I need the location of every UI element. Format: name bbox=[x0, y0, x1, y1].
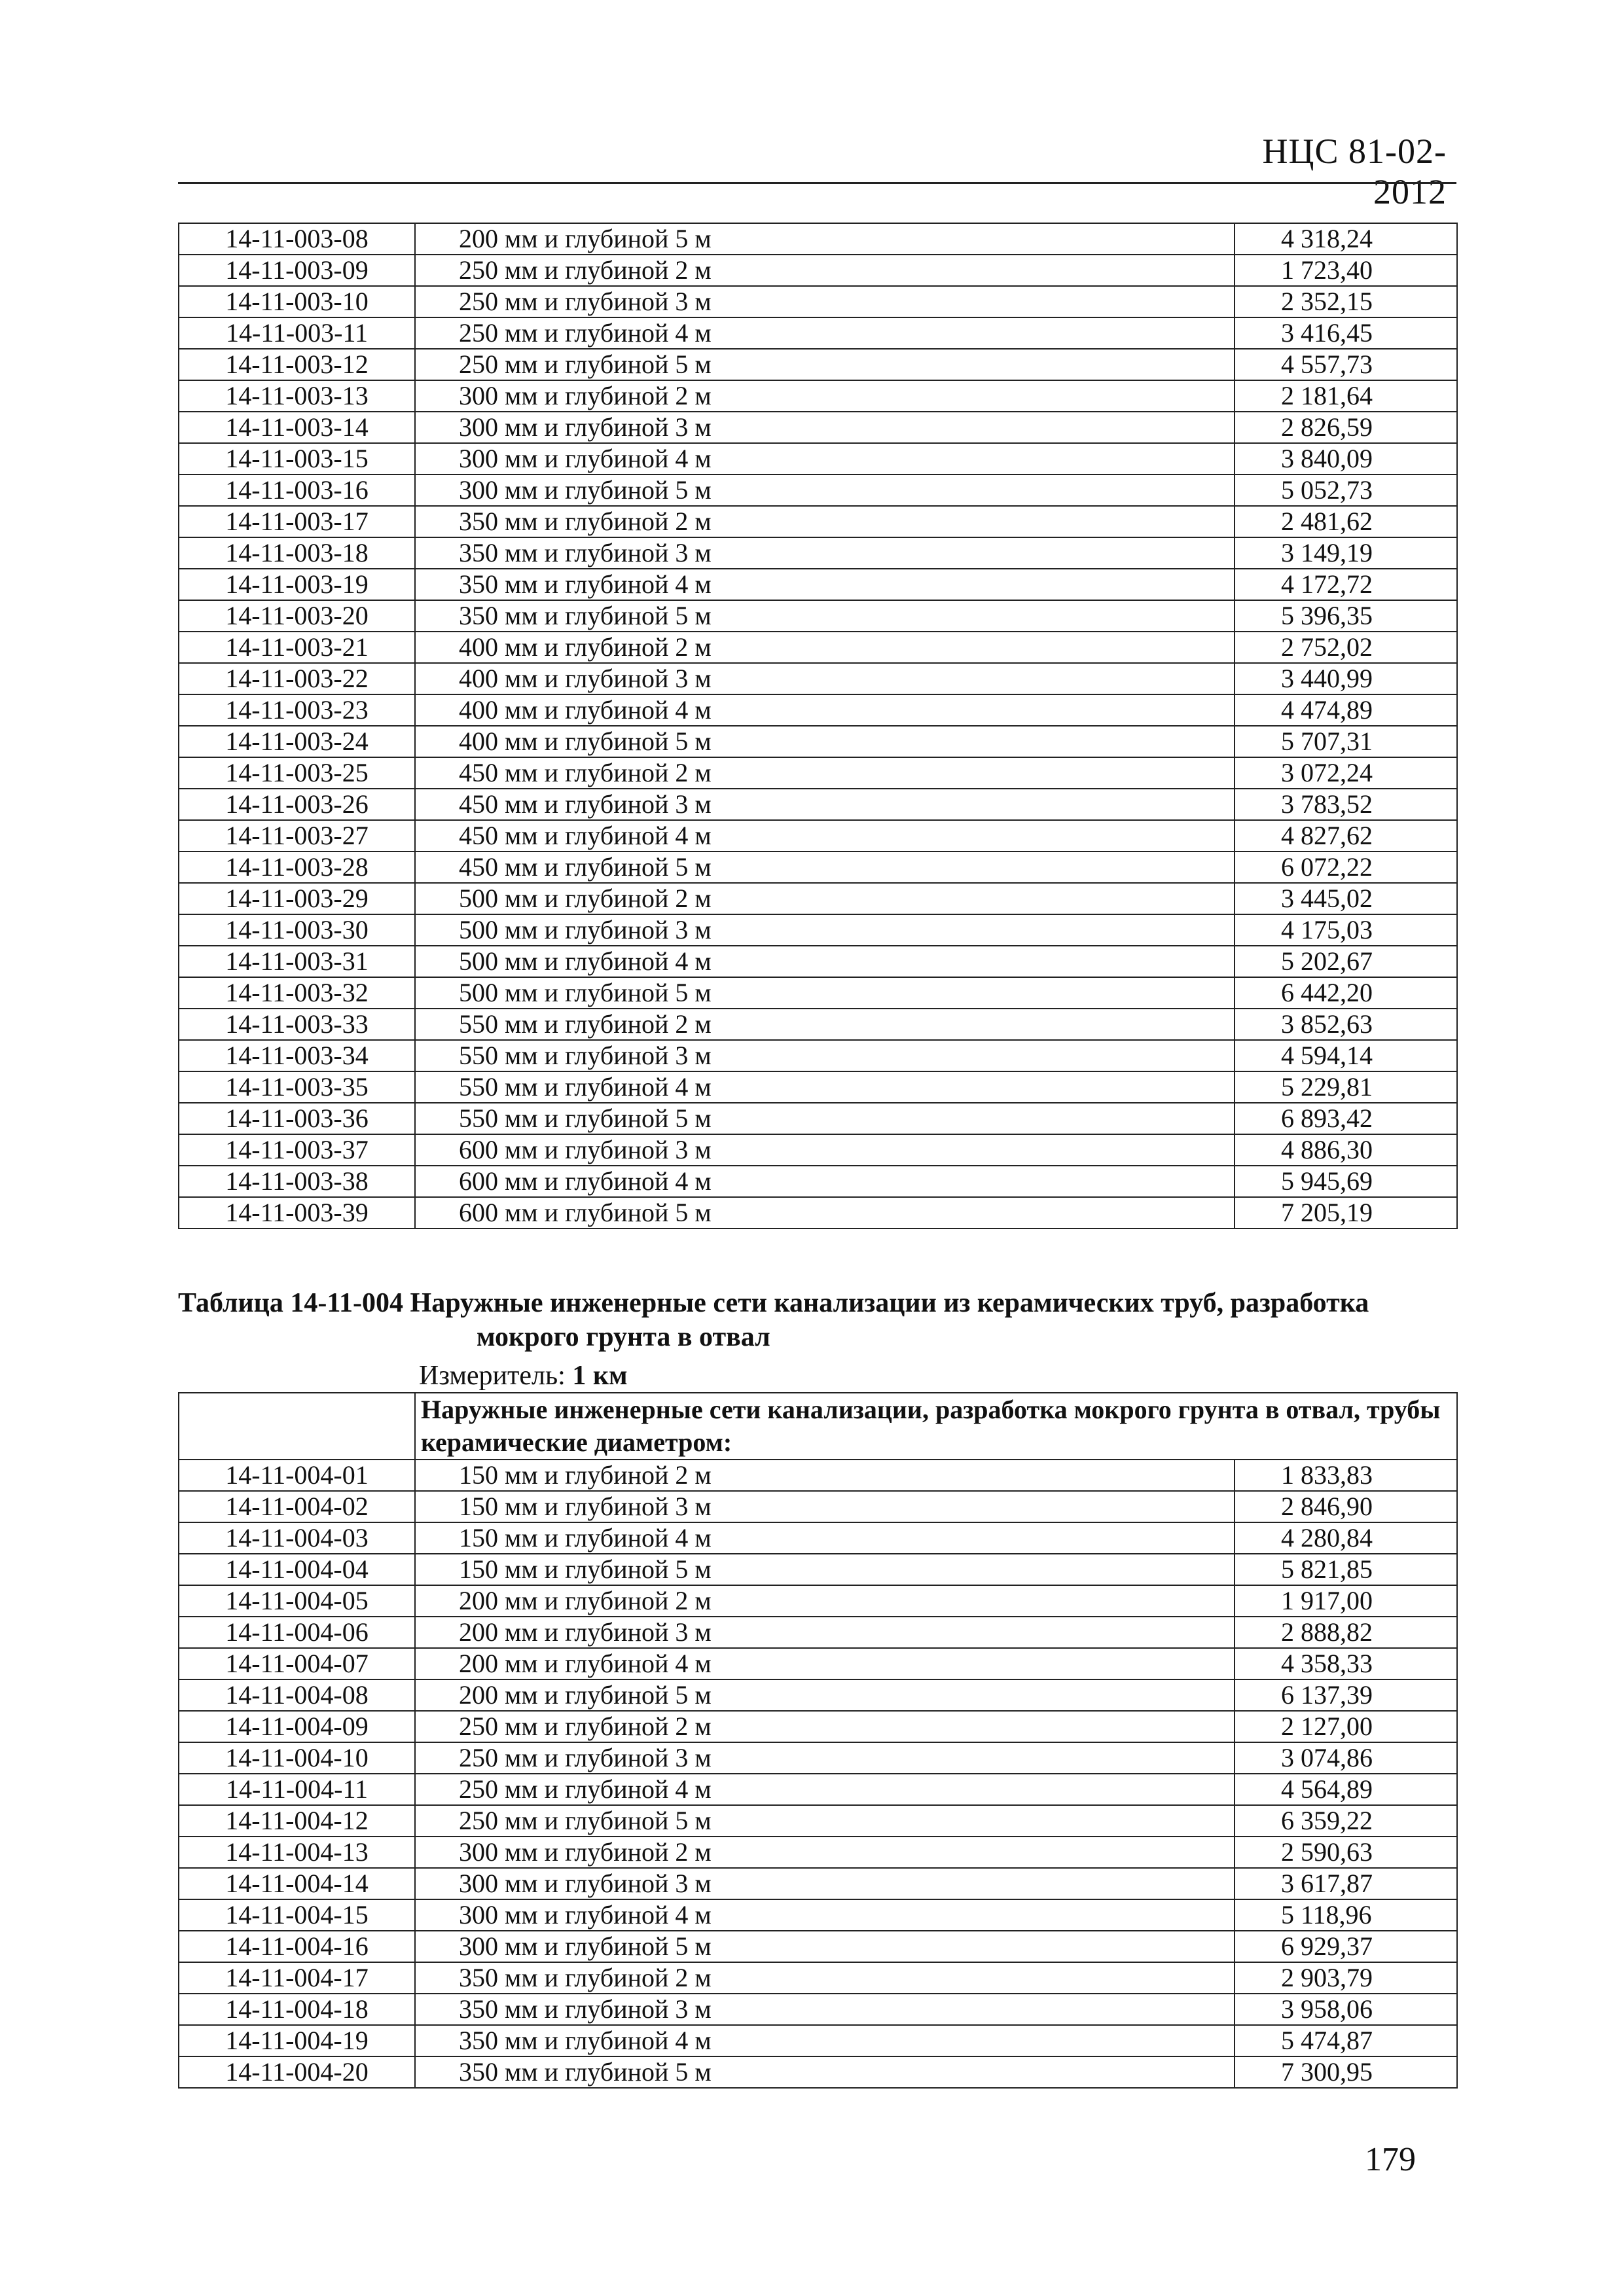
code-cell: 14-11-003-20 bbox=[179, 600, 415, 632]
table-row bbox=[179, 506, 1457, 537]
value-cell: 5 821,85 bbox=[1235, 1554, 1457, 1585]
description-cell: 250 мм и глубиной 3 м bbox=[415, 286, 1235, 317]
table-title bbox=[178, 1286, 1456, 1354]
description-cell: 350 мм и глубиной 3 м bbox=[415, 1994, 1235, 2025]
code-cell: 14-11-003-08 bbox=[179, 223, 415, 255]
table-row bbox=[179, 1837, 1457, 1868]
table-heading-row bbox=[179, 1393, 1457, 1460]
table-row bbox=[179, 600, 1457, 632]
value-cell: 4 280,84 bbox=[1235, 1522, 1457, 1554]
description-cell: 150 мм и глубиной 4 м bbox=[415, 1522, 1235, 1554]
code-cell: 14-11-004-06 bbox=[179, 1617, 415, 1648]
description-cell: 400 мм и глубиной 3 м bbox=[415, 663, 1235, 694]
document-code: НЦС 81-02-2012 bbox=[1262, 132, 1447, 211]
description-cell: 300 мм и глубиной 2 м bbox=[415, 380, 1235, 412]
table-row bbox=[179, 537, 1457, 569]
value-cell: 7 300,95 bbox=[1235, 2056, 1457, 2088]
table-row bbox=[179, 412, 1457, 443]
value-cell: 5 945,69 bbox=[1235, 1166, 1457, 1197]
rates-table-14-11-004 bbox=[178, 1392, 1458, 2089]
table-row bbox=[179, 1899, 1457, 1931]
table-title-line1: Таблица 14-11-004 Наружные инженерные сети канализации из керамических труб, разработка bbox=[178, 1288, 1369, 1318]
code-cell: 14-11-003-35 bbox=[179, 1071, 415, 1103]
table-row bbox=[179, 1617, 1457, 1648]
value-cell: 2 590,63 bbox=[1235, 1837, 1457, 1868]
value-cell: 1 917,00 bbox=[1235, 1585, 1457, 1617]
description-cell: 300 мм и глубиной 3 м bbox=[415, 412, 1235, 443]
code-cell: 14-11-004-02 bbox=[179, 1491, 415, 1522]
code-cell: 14-11-003-30 bbox=[179, 914, 415, 946]
description-cell: 550 мм и глубиной 5 м bbox=[415, 1103, 1235, 1134]
value-cell: 1 723,40 bbox=[1235, 255, 1457, 286]
code-cell: 14-11-003-31 bbox=[179, 946, 415, 977]
description-cell: 200 мм и глубиной 5 м bbox=[415, 1679, 1235, 1711]
table-row bbox=[179, 1585, 1457, 1617]
description-cell: 500 мм и глубиной 4 м bbox=[415, 946, 1235, 977]
description-cell: 500 мм и глубиной 2 м bbox=[415, 883, 1235, 914]
code-cell: 14-11-004-09 bbox=[179, 1711, 415, 1742]
value-cell: 3 149,19 bbox=[1235, 537, 1457, 569]
description-cell: 300 мм и глубиной 2 м bbox=[415, 1837, 1235, 1868]
table-row bbox=[179, 2056, 1457, 2088]
value-cell: 4 594,14 bbox=[1235, 1040, 1457, 1071]
code-cell: 14-11-004-05 bbox=[179, 1585, 415, 1617]
code-cell: 14-11-003-39 bbox=[179, 1197, 415, 1229]
code-cell: 14-11-004-19 bbox=[179, 2025, 415, 2056]
table-row bbox=[179, 223, 1457, 255]
description-cell: 300 мм и глубиной 3 м bbox=[415, 1868, 1235, 1899]
table-row bbox=[179, 1040, 1457, 1071]
description-cell: 250 мм и глубиной 2 м bbox=[415, 255, 1235, 286]
value-cell: 3 445,02 bbox=[1235, 883, 1457, 914]
code-cell: 14-11-003-22 bbox=[179, 663, 415, 694]
table-row bbox=[179, 1962, 1457, 1994]
description-cell: 350 мм и глубиной 3 м bbox=[415, 537, 1235, 569]
table-row bbox=[179, 286, 1457, 317]
value-cell: 2 127,00 bbox=[1235, 1711, 1457, 1742]
table-row bbox=[179, 1711, 1457, 1742]
table-row bbox=[179, 663, 1457, 694]
table-row bbox=[179, 789, 1457, 820]
code-cell: 14-11-004-12 bbox=[179, 1805, 415, 1837]
description-cell: 200 мм и глубиной 4 м bbox=[415, 1648, 1235, 1679]
code-cell: 14-11-003-23 bbox=[179, 694, 415, 726]
code-cell: 14-11-003-16 bbox=[179, 475, 415, 506]
table-row bbox=[179, 632, 1457, 663]
value-cell: 3 840,09 bbox=[1235, 443, 1457, 475]
table-row bbox=[179, 1103, 1457, 1134]
code-cell: 14-11-003-28 bbox=[179, 852, 415, 883]
value-cell: 6 072,22 bbox=[1235, 852, 1457, 883]
description-cell: 350 мм и глубиной 4 м bbox=[415, 569, 1235, 600]
code-cell: 14-11-004-17 bbox=[179, 1962, 415, 1994]
value-cell: 4 172,72 bbox=[1235, 569, 1457, 600]
code-cell: 14-11-003-26 bbox=[179, 789, 415, 820]
description-cell: 350 мм и глубиной 2 м bbox=[415, 1962, 1235, 1994]
code-cell: 14-11-004-16 bbox=[179, 1931, 415, 1962]
code-cell: 14-11-003-09 bbox=[179, 255, 415, 286]
value-cell: 6 929,37 bbox=[1235, 1931, 1457, 1962]
description-cell: 300 мм и глубиной 5 м bbox=[415, 475, 1235, 506]
description-cell: 250 мм и глубиной 5 м bbox=[415, 349, 1235, 380]
table-row bbox=[179, 349, 1457, 380]
table-row bbox=[179, 255, 1457, 286]
value-cell: 5 396,35 bbox=[1235, 600, 1457, 632]
table-row bbox=[179, 475, 1457, 506]
value-cell: 2 352,15 bbox=[1235, 286, 1457, 317]
description-cell: 550 мм и глубиной 2 м bbox=[415, 1009, 1235, 1040]
value-cell: 5 118,96 bbox=[1235, 1899, 1457, 1931]
code-cell: 14-11-003-29 bbox=[179, 883, 415, 914]
table-row bbox=[179, 1491, 1457, 1522]
code-cell: 14-11-003-27 bbox=[179, 820, 415, 852]
description-cell: 450 мм и глубиной 4 м bbox=[415, 820, 1235, 852]
description-cell: 450 мм и глубиной 3 м bbox=[415, 789, 1235, 820]
code-cell: 14-11-003-33 bbox=[179, 1009, 415, 1040]
description-cell: 200 мм и глубиной 5 м bbox=[415, 223, 1235, 255]
description-cell: 250 мм и глубиной 3 м bbox=[415, 1742, 1235, 1774]
code-cell: 14-11-003-21 bbox=[179, 632, 415, 663]
description-cell: 250 мм и глубиной 4 м bbox=[415, 317, 1235, 349]
table-row bbox=[179, 317, 1457, 349]
table-heading: Наружные инженерные сети канализации, разработка мокрого грунта в отвал, трубы керамические диаметром: bbox=[415, 1393, 1457, 1460]
table-row bbox=[179, 380, 1457, 412]
code-cell: 14-11-003-15 bbox=[179, 443, 415, 475]
table-row bbox=[179, 1679, 1457, 1711]
description-cell: 500 мм и глубиной 5 м bbox=[415, 977, 1235, 1009]
value-cell: 4 358,33 bbox=[1235, 1648, 1457, 1679]
description-cell: 300 мм и глубиной 4 м bbox=[415, 1899, 1235, 1931]
code-cell: 14-11-004-07 bbox=[179, 1648, 415, 1679]
table-row bbox=[179, 1994, 1457, 2025]
table-row bbox=[179, 1460, 1457, 1491]
header-rule bbox=[178, 182, 1456, 184]
value-cell: 5 707,31 bbox=[1235, 726, 1457, 757]
table-row bbox=[179, 1774, 1457, 1805]
value-cell: 3 072,24 bbox=[1235, 757, 1457, 789]
code-cell: 14-11-004-13 bbox=[179, 1837, 415, 1868]
value-cell: 6 442,20 bbox=[1235, 977, 1457, 1009]
unit-value: 1 км bbox=[572, 1361, 628, 1391]
rates-table-14-11-003 bbox=[178, 223, 1458, 1229]
code-cell: 14-11-004-01 bbox=[179, 1460, 415, 1491]
value-cell: 4 474,89 bbox=[1235, 694, 1457, 726]
value-cell: 4 175,03 bbox=[1235, 914, 1457, 946]
table-row bbox=[179, 1554, 1457, 1585]
description-cell: 350 мм и глубиной 5 м bbox=[415, 2056, 1235, 2088]
table-row bbox=[179, 977, 1457, 1009]
value-cell: 7 205,19 bbox=[1235, 1197, 1457, 1229]
table-row bbox=[179, 1166, 1457, 1197]
value-cell: 4 557,73 bbox=[1235, 349, 1457, 380]
value-cell: 6 137,39 bbox=[1235, 1679, 1457, 1711]
code-cell: 14-11-003-13 bbox=[179, 380, 415, 412]
value-cell: 3 958,06 bbox=[1235, 1994, 1457, 2025]
code-cell: 14-11-003-24 bbox=[179, 726, 415, 757]
description-cell: 200 мм и глубиной 3 м bbox=[415, 1617, 1235, 1648]
code-cell: 14-11-003-25 bbox=[179, 757, 415, 789]
table-row bbox=[179, 1522, 1457, 1554]
table-row bbox=[179, 1197, 1457, 1229]
value-cell: 2 846,90 bbox=[1235, 1491, 1457, 1522]
value-cell: 2 826,59 bbox=[1235, 412, 1457, 443]
description-cell: 150 мм и глубиной 3 м bbox=[415, 1491, 1235, 1522]
description-cell: 250 мм и глубиной 4 м bbox=[415, 1774, 1235, 1805]
rates-table-body bbox=[179, 1393, 1457, 2088]
description-cell: 400 мм и глубиной 4 м bbox=[415, 694, 1235, 726]
value-cell: 3 440,99 bbox=[1235, 663, 1457, 694]
description-cell: 200 мм и глубиной 2 м bbox=[415, 1585, 1235, 1617]
value-cell: 2 903,79 bbox=[1235, 1962, 1457, 1994]
value-cell: 2 481,62 bbox=[1235, 506, 1457, 537]
value-cell: 5 202,67 bbox=[1235, 946, 1457, 977]
value-cell: 2 888,82 bbox=[1235, 1617, 1457, 1648]
table-row bbox=[179, 1134, 1457, 1166]
description-cell: 600 мм и глубиной 4 м bbox=[415, 1166, 1235, 1197]
description-cell: 300 мм и глубиной 5 м bbox=[415, 1931, 1235, 1962]
value-cell: 3 852,63 bbox=[1235, 1009, 1457, 1040]
table-row bbox=[179, 726, 1457, 757]
value-cell: 3 074,86 bbox=[1235, 1742, 1457, 1774]
value-cell: 2 752,02 bbox=[1235, 632, 1457, 663]
code-cell: 14-11-004-03 bbox=[179, 1522, 415, 1554]
description-cell: 150 мм и глубиной 5 м bbox=[415, 1554, 1235, 1585]
value-cell: 5 229,81 bbox=[1235, 1071, 1457, 1103]
code-cell: 14-11-004-04 bbox=[179, 1554, 415, 1585]
table-row bbox=[179, 1868, 1457, 1899]
value-cell: 4 564,89 bbox=[1235, 1774, 1457, 1805]
description-cell: 400 мм и глубиной 2 м bbox=[415, 632, 1235, 663]
value-cell: 5 052,73 bbox=[1235, 475, 1457, 506]
description-cell: 350 мм и глубиной 4 м bbox=[415, 2025, 1235, 2056]
page-number: 179 bbox=[1365, 2141, 1416, 2178]
table-row bbox=[179, 1648, 1457, 1679]
value-cell: 2 181,64 bbox=[1235, 380, 1457, 412]
unit-label: Измеритель: bbox=[419, 1361, 566, 1391]
description-cell: 550 мм и глубиной 3 м bbox=[415, 1040, 1235, 1071]
code-cell: 14-11-004-10 bbox=[179, 1742, 415, 1774]
table-row bbox=[179, 914, 1457, 946]
code-cell: 14-11-003-12 bbox=[179, 349, 415, 380]
value-cell: 4 827,62 bbox=[1235, 820, 1457, 852]
code-cell: 14-11-003-37 bbox=[179, 1134, 415, 1166]
code-cell: 14-11-004-15 bbox=[179, 1899, 415, 1931]
table-row bbox=[179, 1071, 1457, 1103]
code-cell: 14-11-003-14 bbox=[179, 412, 415, 443]
table-row bbox=[179, 946, 1457, 977]
table-row bbox=[179, 1742, 1457, 1774]
table-row bbox=[179, 1009, 1457, 1040]
table-row bbox=[179, 820, 1457, 852]
description-cell: 150 мм и глубиной 2 м bbox=[415, 1460, 1235, 1491]
value-cell: 6 893,42 bbox=[1235, 1103, 1457, 1134]
table-row bbox=[179, 443, 1457, 475]
code-cell: 14-11-003-34 bbox=[179, 1040, 415, 1071]
description-cell: 600 мм и глубиной 5 м bbox=[415, 1197, 1235, 1229]
table-row bbox=[179, 1931, 1457, 1962]
code-cell: 14-11-003-10 bbox=[179, 286, 415, 317]
value-cell: 4 886,30 bbox=[1235, 1134, 1457, 1166]
table-row bbox=[179, 1805, 1457, 1837]
code-cell: 14-11-003-11 bbox=[179, 317, 415, 349]
description-cell: 400 мм и глубиной 5 м bbox=[415, 726, 1235, 757]
table-row bbox=[179, 694, 1457, 726]
table-row bbox=[179, 757, 1457, 789]
unit-line bbox=[419, 1360, 628, 1391]
description-cell: 600 мм и глубиной 3 м bbox=[415, 1134, 1235, 1166]
code-cell: 14-11-004-18 bbox=[179, 1994, 415, 2025]
table-row bbox=[179, 569, 1457, 600]
code-cell: 14-11-003-36 bbox=[179, 1103, 415, 1134]
code-cell: 14-11-004-11 bbox=[179, 1774, 415, 1805]
description-cell: 250 мм и глубиной 5 м bbox=[415, 1805, 1235, 1837]
value-cell: 3 783,52 bbox=[1235, 789, 1457, 820]
rates-table-body bbox=[179, 223, 1457, 1229]
value-cell: 1 833,83 bbox=[1235, 1460, 1457, 1491]
value-cell: 6 359,22 bbox=[1235, 1805, 1457, 1837]
description-cell: 300 мм и глубиной 4 м bbox=[415, 443, 1235, 475]
table-row bbox=[179, 852, 1457, 883]
value-cell: 3 617,87 bbox=[1235, 1868, 1457, 1899]
description-cell: 500 мм и глубиной 3 м bbox=[415, 914, 1235, 946]
code-cell: 14-11-004-14 bbox=[179, 1868, 415, 1899]
code-cell: 14-11-004-20 bbox=[179, 2056, 415, 2088]
table-row bbox=[179, 883, 1457, 914]
code-cell: 14-11-003-38 bbox=[179, 1166, 415, 1197]
code-cell: 14-11-003-18 bbox=[179, 537, 415, 569]
description-cell: 350 мм и глубиной 2 м bbox=[415, 506, 1235, 537]
value-cell: 3 416,45 bbox=[1235, 317, 1457, 349]
code-cell: 14-11-003-32 bbox=[179, 977, 415, 1009]
code-cell: 14-11-004-08 bbox=[179, 1679, 415, 1711]
value-cell: 4 318,24 bbox=[1235, 223, 1457, 255]
description-cell: 550 мм и глубиной 4 м bbox=[415, 1071, 1235, 1103]
description-cell: 450 мм и глубиной 5 м bbox=[415, 852, 1235, 883]
table-title-line2: мокрого грунта в отвал bbox=[477, 1322, 770, 1352]
description-cell: 250 мм и глубиной 2 м bbox=[415, 1711, 1235, 1742]
description-cell: 350 мм и глубиной 5 м bbox=[415, 600, 1235, 632]
code-cell: 14-11-003-17 bbox=[179, 506, 415, 537]
value-cell: 5 474,87 bbox=[1235, 2025, 1457, 2056]
table-row bbox=[179, 2025, 1457, 2056]
description-cell: 450 мм и глубиной 2 м bbox=[415, 757, 1235, 789]
code-cell: 14-11-003-19 bbox=[179, 569, 415, 600]
heading-code-cell bbox=[179, 1393, 415, 1460]
